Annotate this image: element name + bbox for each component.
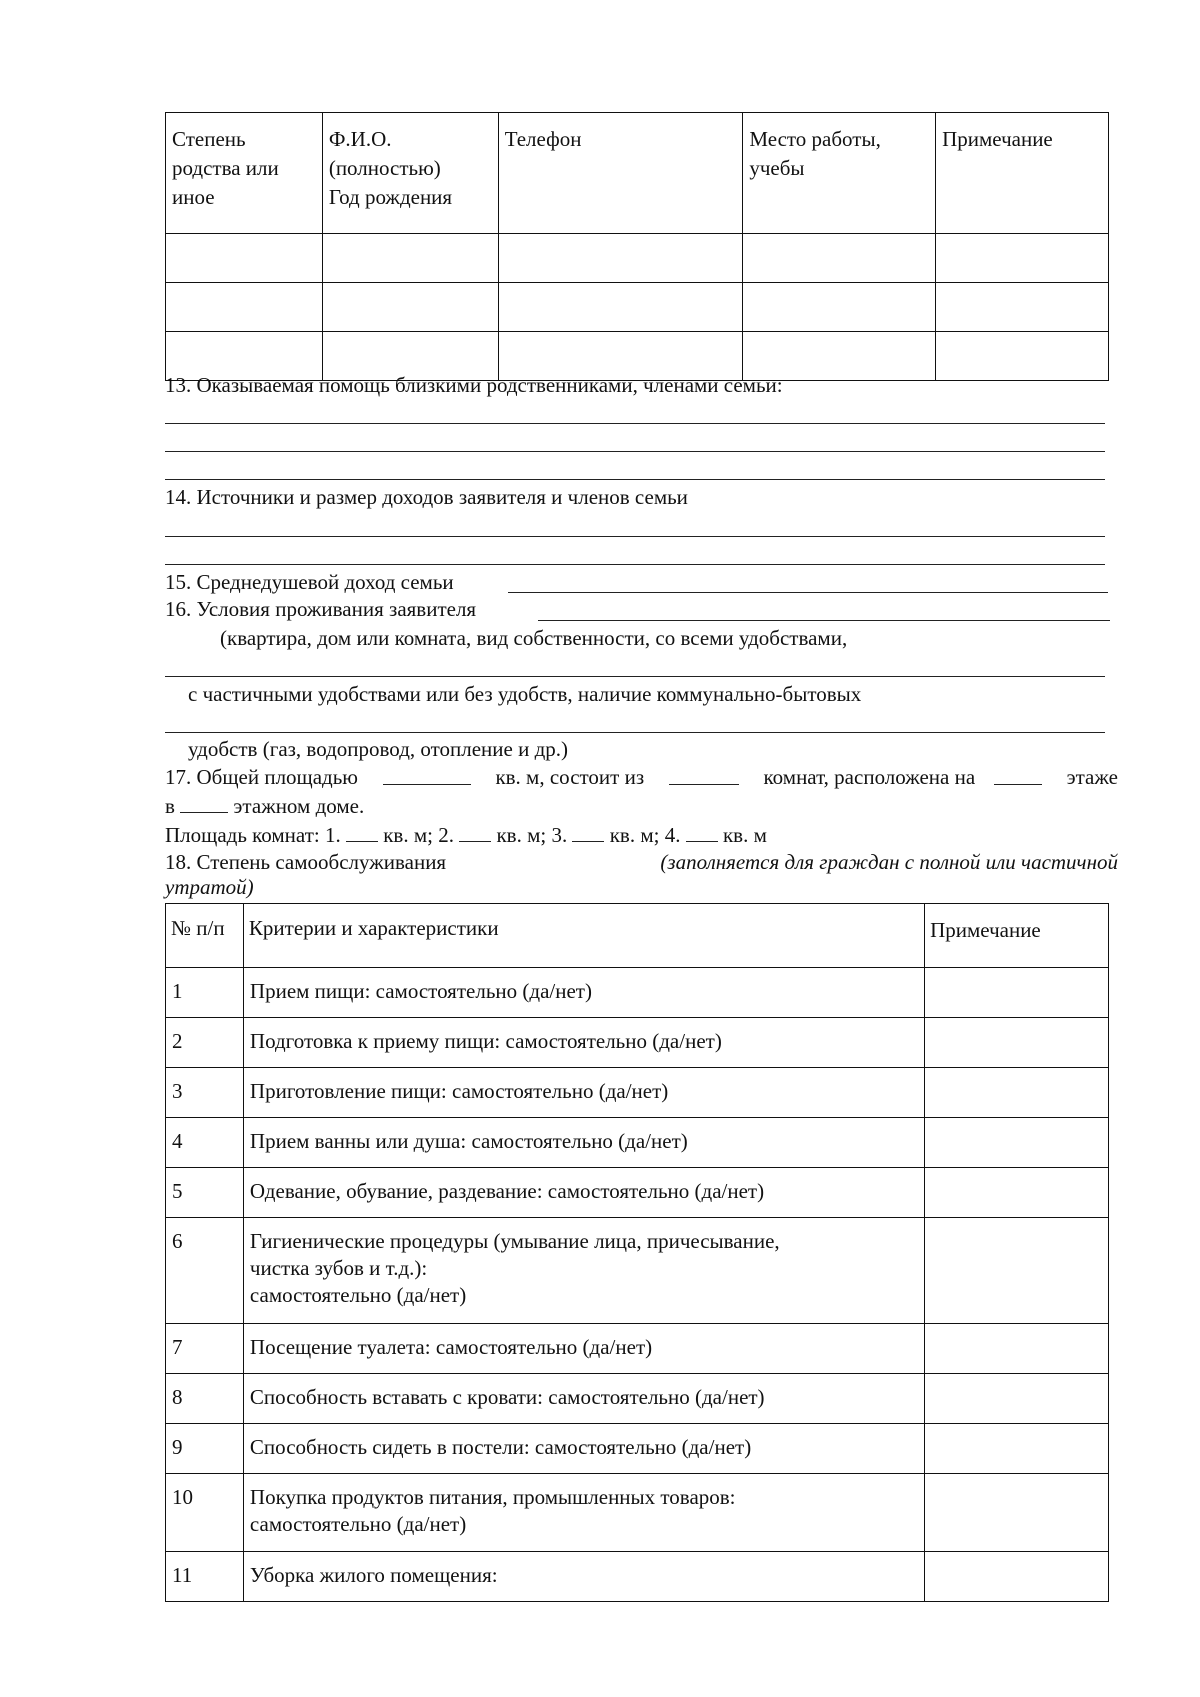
table-cell[interactable] bbox=[936, 332, 1109, 381]
table-row bbox=[166, 1218, 1109, 1324]
table-cell[interactable] bbox=[743, 234, 936, 283]
family-members-table bbox=[165, 112, 1109, 381]
fill-line[interactable] bbox=[165, 536, 1105, 537]
row-note-cell[interactable] bbox=[925, 1018, 1109, 1068]
row-note-cell[interactable] bbox=[925, 1374, 1109, 1424]
table-row bbox=[166, 1118, 1109, 1168]
section-18-line-2: утратой) bbox=[165, 875, 254, 899]
header-number: № п/п bbox=[166, 904, 244, 968]
rooms-count-field[interactable] bbox=[669, 764, 739, 785]
row-criteria: Прием ванны или душа: самостоятельно (да/нет) bbox=[243, 1118, 924, 1168]
table-row bbox=[166, 1552, 1109, 1602]
header-relation: Степень родства или иное bbox=[166, 113, 323, 234]
area-field[interactable] bbox=[383, 764, 471, 785]
row-number: 7 bbox=[166, 1324, 244, 1374]
section-18-line-1: 18. Степень самообслуживания (заполняется для граждан с полной или частичной bbox=[165, 850, 1118, 874]
table-cell[interactable] bbox=[498, 283, 743, 332]
table-row bbox=[166, 968, 1109, 1018]
row-note-cell[interactable] bbox=[925, 1552, 1109, 1602]
row-note-cell[interactable] bbox=[925, 1218, 1109, 1324]
row-number: 1 bbox=[166, 968, 244, 1018]
header-work-study: Место работы, учебы bbox=[743, 113, 936, 234]
room-1-area-field[interactable] bbox=[346, 821, 378, 842]
table-row bbox=[166, 1168, 1109, 1218]
row-criteria: Способность вставать с кровати: самостоятельно (да/нет) bbox=[243, 1374, 924, 1424]
fill-line[interactable] bbox=[165, 676, 1105, 677]
row-criteria: Гигиенические процедуры (умывание лица, причесывание, чистка зубов и т.д.): самостоятельно (да/нет) bbox=[243, 1218, 924, 1324]
table-row bbox=[166, 283, 1109, 332]
row-note-cell[interactable] bbox=[925, 1324, 1109, 1374]
table-cell[interactable] bbox=[498, 234, 743, 283]
section-14-label: 14. Источники и размер доходов заявителя и членов семьи bbox=[165, 485, 688, 509]
section-13-label: 13. Оказываемая помощь близкими родственниками, членами семьи: bbox=[165, 373, 783, 397]
section-17-line-1: 17. Общей площадью кв. м, состоит из комнат, расположена на этаже bbox=[165, 765, 1118, 789]
table-cell[interactable] bbox=[322, 283, 498, 332]
row-note-cell[interactable] bbox=[925, 1168, 1109, 1218]
selfcare-header-row bbox=[166, 904, 1109, 968]
floor-field[interactable] bbox=[994, 764, 1042, 785]
table-cell[interactable] bbox=[166, 234, 323, 283]
table-row bbox=[166, 1424, 1109, 1474]
fill-line[interactable] bbox=[538, 620, 1110, 621]
fill-line[interactable] bbox=[165, 423, 1105, 424]
header-note: Примечание bbox=[925, 904, 1109, 968]
section-17-line-2: в этажном доме. bbox=[165, 794, 365, 818]
row-number: 6 bbox=[166, 1218, 244, 1324]
row-note-cell[interactable] bbox=[925, 1424, 1109, 1474]
table-cell[interactable] bbox=[166, 283, 323, 332]
table-row bbox=[166, 1374, 1109, 1424]
row-number: 2 bbox=[166, 1018, 244, 1068]
row-number: 4 bbox=[166, 1118, 244, 1168]
table-cell[interactable] bbox=[322, 234, 498, 283]
row-note-cell[interactable] bbox=[925, 1068, 1109, 1118]
row-criteria: Покупка продуктов питания, промышленных товаров: самостоятельно (да/нет) bbox=[243, 1474, 924, 1552]
header-phone: Телефон bbox=[498, 113, 743, 234]
section-16-note-3: удобств (газ, водопровод, отопление и др.) bbox=[188, 737, 568, 761]
section-16-note-1: (квартира, дом или комната, вид собственности, со всеми удобствами, bbox=[220, 626, 848, 650]
building-floors-field[interactable] bbox=[180, 792, 228, 813]
fill-line[interactable] bbox=[508, 592, 1108, 593]
row-number: 3 bbox=[166, 1068, 244, 1118]
row-criteria: Уборка жилого помещения: bbox=[243, 1552, 924, 1602]
header-note: Примечание bbox=[936, 113, 1109, 234]
row-criteria: Способность сидеть в постели: самостоятельно (да/нет) bbox=[243, 1424, 924, 1474]
fill-line[interactable] bbox=[165, 564, 1105, 565]
family-table-header-row bbox=[166, 113, 1109, 234]
table-cell[interactable] bbox=[936, 234, 1109, 283]
fill-line[interactable] bbox=[165, 451, 1105, 452]
room-3-area-field[interactable] bbox=[572, 821, 604, 842]
selfcare-table bbox=[165, 903, 1109, 1602]
row-number: 9 bbox=[166, 1424, 244, 1474]
table-row bbox=[166, 1474, 1109, 1552]
row-number: 5 bbox=[166, 1168, 244, 1218]
room-4-area-field[interactable] bbox=[686, 821, 718, 842]
row-criteria: Прием пищи: самостоятельно (да/нет) bbox=[243, 968, 924, 1018]
header-criteria: Критерии и характеристики bbox=[243, 904, 924, 968]
row-note-cell[interactable] bbox=[925, 968, 1109, 1018]
row-number: 8 bbox=[166, 1374, 244, 1424]
row-criteria: Посещение туалета: самостоятельно (да/нет) bbox=[243, 1324, 924, 1374]
fill-line[interactable] bbox=[165, 732, 1105, 733]
table-cell[interactable] bbox=[936, 283, 1109, 332]
fill-line[interactable] bbox=[165, 479, 1105, 480]
row-criteria: Приготовление пищи: самостоятельно (да/нет) bbox=[243, 1068, 924, 1118]
table-cell[interactable] bbox=[743, 283, 936, 332]
section-16-label: 16. Условия проживания заявителя bbox=[165, 597, 477, 621]
table-row bbox=[166, 1324, 1109, 1374]
rooms-area-line: Площадь комнат: 1. кв. м; 2. кв. м; 3. кв. м; 4. кв. м bbox=[165, 823, 767, 847]
table-row bbox=[166, 1018, 1109, 1068]
table-row bbox=[166, 234, 1109, 283]
row-criteria: Одевание, обувание, раздевание: самостоятельно (да/нет) bbox=[243, 1168, 924, 1218]
header-full-name: Ф.И.О. (полностью) Год рождения bbox=[322, 113, 498, 234]
row-note-cell[interactable] bbox=[925, 1118, 1109, 1168]
row-note-cell[interactable] bbox=[925, 1474, 1109, 1552]
section-16-note-2: с частичными удобствами или без удобств, наличие коммунально-бытовых bbox=[188, 682, 862, 706]
room-2-area-field[interactable] bbox=[459, 821, 491, 842]
row-number: 11 bbox=[166, 1552, 244, 1602]
row-number: 10 bbox=[166, 1474, 244, 1552]
section-15-label: 15. Среднедушевой доход семьи bbox=[165, 570, 454, 594]
table-row bbox=[166, 1068, 1109, 1118]
row-criteria: Подготовка к приему пищи: самостоятельно (да/нет) bbox=[243, 1018, 924, 1068]
